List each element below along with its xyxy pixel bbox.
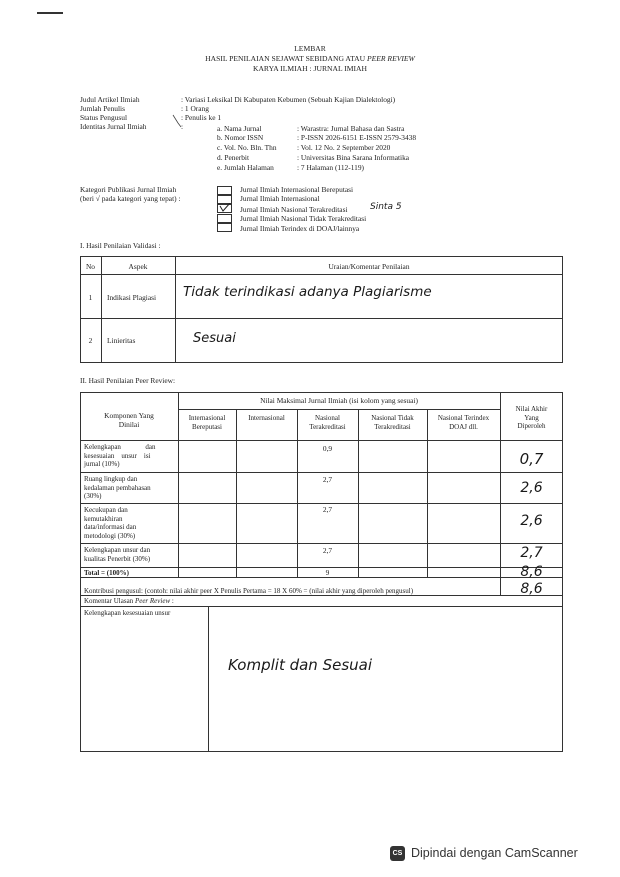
validasi-header-aspek: Aspek (128, 262, 148, 271)
section-1-title: I. Hasil Penilaian Validasi : (80, 241, 161, 250)
review-row-1-komponen (84, 443, 176, 469)
review-header-akhir-2: Yang (524, 413, 539, 422)
kategori-option-1: Jurnal Ilmiah Internasional Bereputasi (240, 185, 354, 194)
review-row-1-nasional: 0,9 (322, 444, 333, 453)
review-row-2-komponen (84, 475, 176, 501)
section-2-title: II. Hasil Penilaian Peer Review: (80, 376, 176, 385)
review-row-3-nasional: 2,7 (322, 505, 333, 514)
review-komentar-label-b: Peer Review (134, 597, 171, 605)
review-kontribusi-text: Kontribusi pengusul: (contoh: nilai akhir peer X Penulis Pertama = 18 X 60% = (nilai akhir yang diperoleh pengusul) (84, 587, 414, 595)
review-col-header-5-l2: DOAJ dll. (449, 422, 478, 431)
status-label: Status Pengusul (80, 113, 128, 122)
camscanner-icon: CS (390, 846, 405, 861)
review-row-2-akhir: 2,6 (520, 480, 543, 496)
validasi-row-2-aspek: Linieritas (107, 336, 136, 345)
jumlah-label: Jumlah Penulis (80, 104, 125, 113)
header-line-2-peer: PEER REVIEW (366, 54, 415, 63)
review-header-akhir-3: Diperoleh (517, 422, 546, 430)
validasi-table (80, 256, 563, 363)
review-row-2-line-2: kedalaman pembahasan (84, 483, 151, 492)
validasi-row-1-no: 1 (88, 293, 93, 302)
review-header-group: Nilai Maksimal Jurnal Ilmiah (isi kolom yang sesuai) (260, 396, 418, 405)
header-line-1: LEMBAR (294, 44, 326, 53)
review-col-header-3-l1: Nasional (315, 414, 340, 422)
review-row-1-line-1: Kelengkapan dan (84, 443, 156, 451)
sub-value-a: : Warastra: Jurnal Bahasa dan Sastra (297, 124, 405, 133)
judul-label: Judul Artikel Ilmiah (80, 95, 140, 104)
review-komentar-divider (208, 606, 209, 752)
sub-label-e: e. Jumlah Halaman (217, 163, 274, 172)
sub-label-c: c. Vol. No. Bln. Thn (217, 143, 277, 152)
review-col-header-5 (427, 414, 500, 431)
kategori-checkbox-3[interactable] (217, 204, 232, 213)
review-komentar-label-a: Komentar Ulasan (84, 597, 135, 605)
review-komentar-hand: Komplit dan Sesuai (228, 656, 373, 674)
review-total-line (80, 577, 563, 578)
review-row-4-line-1: Kelengkapan unsur dan (84, 546, 151, 554)
sinta-note: Sinta 5 (370, 202, 402, 212)
header-line-2 (0, 54, 620, 63)
review-row-1-line-3: jurnal (10%) (84, 460, 120, 468)
review-row-3-komponen (84, 506, 176, 540)
review-col-header-3 (297, 414, 358, 431)
sub-label-d: d. Penerbit (217, 153, 250, 162)
check-icon (218, 203, 231, 212)
review-row-4-nasional: 2,7 (322, 546, 333, 555)
sub-value-e: : 7 Halaman (112-119) (297, 163, 364, 172)
review-kontribusi-akhir: 8,6 (520, 581, 543, 597)
review-row-line-3 (80, 543, 563, 544)
jumlah-value: : 1 Orang (181, 104, 209, 113)
judul-value: : Variasi Leksikal Di Kabupaten Kebumen (Sebuah Kajian Dialektologi) (181, 95, 396, 104)
validasi-header-no: No (85, 262, 96, 271)
review-col-header-1-l1: Internasional (188, 414, 226, 422)
validasi-divider-1 (101, 256, 102, 363)
identitas-colon: : (181, 122, 184, 131)
review-total-akhir: 8,6 (520, 564, 543, 580)
review-komentar-label (84, 597, 174, 606)
kategori-option-5: Jurnal Ilmiah Terindex di DOAJ/lainnya (240, 224, 360, 233)
review-group-line (178, 409, 500, 410)
review-col-header-2-l1: Internasional (248, 414, 285, 422)
kategori-checkbox-1[interactable] (217, 186, 232, 195)
review-row-3-akhir: 2,6 (520, 513, 543, 529)
review-row-3-line-1: Kecukupan dan (84, 506, 128, 514)
camscanner-watermark (390, 842, 578, 864)
header-line-2-main: HASIL PENILAIAN SEJAWAT SEBIDANG ATAU (205, 54, 367, 63)
review-header-akhir (500, 405, 563, 431)
status-value: : Penulis ke 1 (181, 113, 222, 122)
kategori-checkbox-5[interactable] (217, 223, 232, 232)
review-total-nasional: 9 (325, 568, 330, 577)
review-header-komponen-1: Komponen Yang (104, 411, 154, 420)
review-row-2-nasional: 2,7 (322, 475, 333, 484)
review-row-4-line-2: kualitas Penerbit (30%) (84, 554, 151, 563)
scan-mark (37, 12, 63, 14)
sub-value-b: : P-ISSN 2026-6151 E-ISSN 2579-3438 (297, 133, 417, 142)
review-col-header-4 (358, 414, 427, 431)
validasi-row-1-komentar: Tidak terindikasi adanya Plagiarisme (183, 284, 432, 300)
sub-label-a: a. Nama Jurnal (217, 124, 262, 133)
review-header-akhir-1: Nilai Akhir (515, 405, 548, 413)
review-col-line-5 (427, 409, 428, 577)
identitas-label: Identitas Jurnal Ilmiah (80, 122, 147, 131)
kategori-label-2: (beri √ pada kategori yang tepat) : (80, 194, 181, 203)
review-col-header-1-l2: Bereputasi (192, 422, 222, 431)
review-col-line-2 (236, 409, 237, 577)
kategori-label-1: Kategori Publikasi Jurnal Ilmiah (80, 185, 177, 194)
review-col-header-4-l2: Terakreditasi (374, 422, 411, 431)
review-col-header-1 (178, 414, 236, 431)
validasi-row-1-aspek: Indikasi Plagiasi (107, 293, 157, 302)
validasi-row-line (80, 318, 563, 319)
review-row-1-line-2: kesesuaian unsur isi (84, 451, 151, 460)
pen-stroke (172, 114, 182, 128)
review-header-komponen-2: Dinilai (118, 420, 140, 429)
review-row-3-line-4: metodologi (30%) (84, 531, 136, 540)
review-col-header-3-l2: Terakreditasi (309, 422, 346, 431)
sub-label-b: b. Nomor ISSN (217, 133, 264, 142)
validasi-divider-2 (175, 256, 176, 363)
review-row-4-komponen (84, 546, 176, 563)
review-komentar-label-c: : (170, 597, 174, 605)
review-row-3-line-3: data/informasi dan (84, 523, 137, 531)
review-header-line (80, 440, 563, 441)
kategori-option-2: Jurnal Ilmiah Internasional (240, 194, 320, 203)
review-row-1-akhir: 0,7 (519, 450, 544, 468)
sub-value-c: : Vol. 12 No. 2 September 2020 (297, 143, 391, 152)
sub-value-d: : Universitas Bina Sarana Informatika (297, 153, 410, 162)
review-col-header-2 (236, 414, 297, 423)
review-col-line-4 (358, 409, 359, 577)
validasi-row-2-komentar: Sesuai (193, 331, 236, 346)
validasi-header-line (80, 274, 563, 275)
header-line-3: KARYA ILMIAH : JURNAL IMIAH (252, 64, 368, 73)
validasi-header-komentar: Uraian/Komentar Penilaian (328, 262, 410, 271)
kategori-checkbox-4[interactable] (217, 214, 232, 223)
review-row-2-line-1: Ruang lingkup dan (84, 475, 138, 483)
review-row-line-1 (80, 472, 563, 473)
review-komentar-line (80, 606, 563, 607)
review-row-2-line-3: (30%) (84, 492, 102, 500)
review-row-4-akhir: 2,7 (520, 545, 543, 561)
review-col-header-5-l1: Nasional Terindex (437, 414, 490, 422)
review-row-3-line-2: kemutakhiran (84, 514, 123, 523)
kategori-option-4: Jurnal Ilmiah Nasional Tidak Terakreditasi (240, 214, 367, 223)
review-row-line-2 (80, 503, 563, 504)
validasi-row-2-no: 2 (88, 336, 93, 345)
kategori-option-3: Jurnal Ilmiah Nasional Terakreditasi (240, 205, 348, 214)
review-total-label: Total = (100%) (84, 569, 129, 577)
review-col-header-4-l1: Nasional Tidak (371, 414, 414, 422)
camscanner-text: Dipindai dengan CamScanner (411, 846, 578, 860)
review-komentar-item: Kelengkapan kesesuaian unsur (84, 609, 171, 617)
